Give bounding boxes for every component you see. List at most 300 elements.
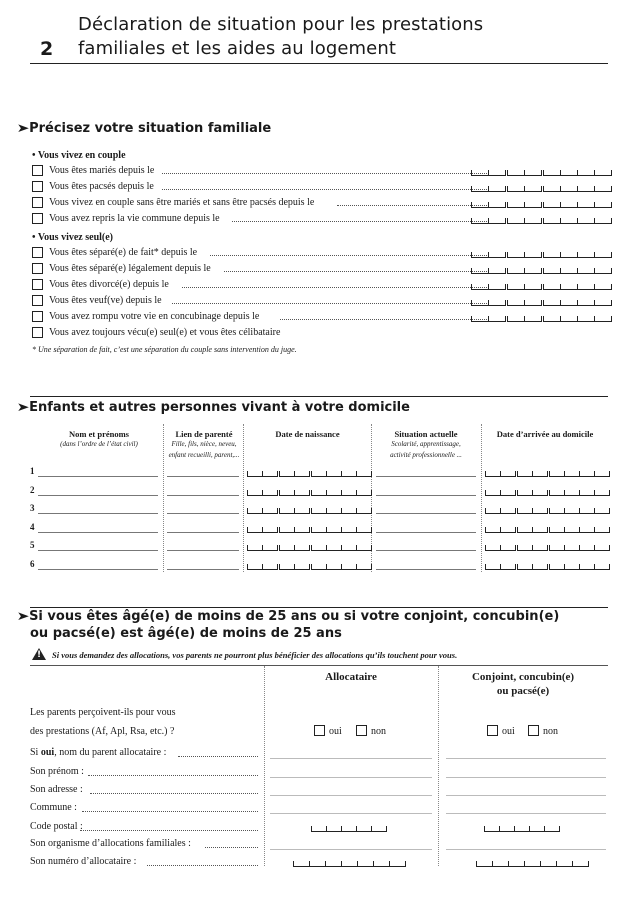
col-sub-lien-2: enfant recueilli, parent,...	[168, 451, 240, 459]
allocataire-oui-option[interactable]: oui	[314, 725, 342, 737]
child-birthdate-field[interactable]	[311, 508, 327, 514]
numero-allocataire-field[interactable]	[341, 861, 358, 867]
date-field[interactable]	[471, 170, 489, 176]
child-birthdate-field[interactable]	[294, 508, 310, 514]
child-birthdate-field[interactable]	[279, 527, 295, 533]
age-table-top-rule	[30, 665, 608, 666]
date-field[interactable]	[507, 218, 525, 224]
child-arrival-date-field[interactable]	[594, 471, 610, 477]
child-row-number: 2	[30, 484, 35, 495]
date-field[interactable]	[471, 300, 489, 306]
date-field[interactable]	[594, 268, 612, 274]
child-arrival-date-field[interactable]	[549, 564, 565, 570]
child-birthdate-field[interactable]	[279, 471, 295, 477]
child-arrival-date-field[interactable]	[532, 490, 548, 496]
child-arrival-date-field[interactable]	[564, 508, 580, 514]
question-parents-line1: Les parents perçoivent-ils pour vous	[30, 707, 176, 718]
date-field[interactable]	[594, 218, 612, 224]
code-postal-field[interactable]	[514, 826, 530, 832]
date-field[interactable]	[560, 170, 578, 176]
child-arrival-date-field[interactable]	[517, 508, 533, 514]
allocataire-answer-line[interactable]	[270, 849, 432, 850]
page-title-line2: familiales et les aides au logement	[78, 38, 397, 59]
child-birthdate-field[interactable]	[311, 527, 327, 533]
date-field[interactable]	[594, 252, 612, 258]
child-arrival-date-field[interactable]	[579, 527, 595, 533]
col-head-naissance: Date de naissance	[275, 429, 340, 439]
child-arrival-date-field[interactable]	[594, 527, 610, 533]
date-field[interactable]	[507, 202, 525, 208]
conjoint-answer-line[interactable]	[446, 849, 606, 850]
code-postal-field[interactable]	[341, 826, 357, 832]
allocataire-answer-line[interactable]	[270, 813, 432, 814]
child-birthdate-field[interactable]	[356, 564, 372, 570]
child-birthdate-field[interactable]	[326, 490, 342, 496]
child-arrival-date-field[interactable]	[500, 471, 516, 477]
date-field[interactable]	[560, 218, 578, 224]
child-birthdate-field[interactable]	[279, 545, 295, 551]
code-postal-field[interactable]	[356, 826, 372, 832]
age-section-rule	[30, 607, 608, 608]
numero-allocataire-field[interactable]	[325, 861, 342, 867]
col-head-conjoint-1: Conjoint, concubin(e)	[471, 671, 575, 683]
checkbox-vie-commune[interactable]	[32, 213, 43, 224]
checkbox-separe-fait[interactable]	[32, 247, 43, 258]
situation-row-maries[interactable]: Vous êtes mariés depuis le	[32, 164, 610, 178]
child-arrival-date-field[interactable]	[532, 508, 548, 514]
label-prenom: Son prénom :	[30, 766, 84, 777]
child-birthdate-field[interactable]	[262, 471, 278, 477]
child-name-input[interactable]	[38, 569, 158, 570]
situation-row-veuf[interactable]: Vous êtes veuf(ve) depuis le	[32, 294, 610, 308]
numero-allocataire-field[interactable]	[373, 861, 390, 867]
code-postal-field[interactable]	[326, 826, 342, 832]
situation-row-rompu[interactable]: Vous avez rompu votre vie en concubinage depuis le	[32, 310, 610, 324]
date-field[interactable]	[560, 186, 578, 192]
checkbox-concubinage[interactable]	[32, 197, 43, 208]
date-field[interactable]	[488, 316, 506, 322]
child-situation-input[interactable]	[376, 532, 476, 533]
child-situation-input[interactable]	[376, 513, 476, 514]
date-field[interactable]	[543, 218, 561, 224]
child-arrival-date-field[interactable]	[532, 564, 548, 570]
child-birthdate-field[interactable]	[247, 564, 263, 570]
numero-allocataire-field[interactable]	[556, 861, 573, 867]
header-rule	[30, 63, 608, 64]
child-arrival-date-field[interactable]	[549, 545, 565, 551]
date-field[interactable]	[577, 170, 595, 176]
child-arrival-date-field[interactable]	[532, 545, 548, 551]
date-field[interactable]	[524, 170, 542, 176]
date-field[interactable]	[471, 186, 489, 192]
allocataire-answer-line[interactable]	[270, 795, 432, 796]
arrow-right-icon: ➤	[16, 400, 30, 414]
child-name-input[interactable]	[38, 476, 158, 477]
child-lien-input[interactable]	[167, 569, 239, 570]
child-birthdate-field[interactable]	[294, 471, 310, 477]
child-arrival-date-field[interactable]	[485, 508, 501, 514]
label-leader	[90, 793, 258, 794]
col-head-arrivee: Date d’arrivée au domicile	[496, 429, 594, 439]
date-field[interactable]	[471, 268, 489, 274]
date-field[interactable]	[507, 284, 525, 290]
child-birthdate-field[interactable]	[262, 545, 278, 551]
label-leader	[147, 865, 258, 866]
child-birthdate-field[interactable]	[341, 545, 357, 551]
page-number: 2	[40, 38, 54, 60]
child-birthdate-field[interactable]	[356, 545, 372, 551]
date-field[interactable]	[577, 202, 595, 208]
child-name-input[interactable]	[38, 532, 158, 533]
child-situation-input[interactable]	[376, 569, 476, 570]
situation-row-celibataire[interactable]: Vous avez toujours vécu(e) seul(e) et vous êtes célibataire	[32, 326, 610, 340]
child-arrival-date-field[interactable]	[564, 490, 580, 496]
date-field[interactable]	[594, 284, 612, 290]
child-arrival-date-field[interactable]	[549, 508, 565, 514]
date-field[interactable]	[524, 218, 542, 224]
date-field[interactable]	[507, 316, 525, 322]
code-postal-field[interactable]	[499, 826, 515, 832]
date-field[interactable]	[524, 268, 542, 274]
child-arrival-date-field[interactable]	[485, 471, 501, 477]
single-group-label: • Vous vivez seul(e)	[32, 232, 114, 243]
child-birthdate-field[interactable]	[341, 564, 357, 570]
date-field[interactable]	[507, 300, 525, 306]
date-field[interactable]	[507, 268, 525, 274]
child-arrival-date-field[interactable]	[594, 508, 610, 514]
allocataire-answer-line[interactable]	[270, 758, 432, 759]
numero-allocataire-field[interactable]	[309, 861, 326, 867]
child-arrival-date-field[interactable]	[485, 527, 501, 533]
child-arrival-date-field[interactable]	[532, 471, 548, 477]
col-head-conjoint-2: ou pacsé(e)	[496, 685, 550, 697]
child-birthdate-field[interactable]	[294, 564, 310, 570]
child-lien-input[interactable]	[167, 513, 239, 514]
child-birthdate-field[interactable]	[247, 471, 263, 477]
date-field[interactable]	[577, 252, 595, 258]
couple-group-label: • Vous vivez en couple	[32, 150, 126, 161]
code-postal-field[interactable]	[484, 826, 500, 832]
date-field[interactable]	[488, 186, 506, 192]
child-name-input[interactable]	[38, 495, 158, 496]
child-arrival-date-field[interactable]	[500, 545, 516, 551]
col-head-lien: Lien de parenté	[175, 429, 233, 439]
child-birthdate-field[interactable]	[294, 527, 310, 533]
situation-row-concubinage[interactable]: Vous vivez en couple sans être mariés et sans être pacsés depuis le	[32, 196, 610, 210]
date-field[interactable]	[577, 284, 595, 290]
date-field[interactable]	[560, 252, 578, 258]
child-birthdate-field[interactable]	[294, 490, 310, 496]
children-section-rule	[30, 396, 608, 397]
child-arrival-date-field[interactable]	[500, 527, 516, 533]
date-field[interactable]	[471, 218, 489, 224]
date-field[interactable]	[560, 284, 578, 290]
checkbox-conjoint-non[interactable]	[528, 725, 539, 736]
child-arrival-date-field[interactable]	[500, 508, 516, 514]
date-field[interactable]	[543, 268, 561, 274]
numero-allocataire-field[interactable]	[572, 861, 589, 867]
checkbox-celibataire[interactable]	[32, 327, 43, 338]
checkbox-maries[interactable]	[32, 165, 43, 176]
child-lien-input[interactable]	[167, 476, 239, 477]
child-situation-input[interactable]	[376, 495, 476, 496]
situation-row-separe-fait[interactable]: Vous êtes séparé(e) de fait* depuis le	[32, 246, 610, 260]
child-birthdate-field[interactable]	[262, 564, 278, 570]
child-lien-input[interactable]	[167, 495, 239, 496]
child-situation-input[interactable]	[376, 476, 476, 477]
date-field[interactable]	[488, 300, 506, 306]
label-organisme: Son organisme d’allocations familiales :	[30, 838, 191, 849]
date-field[interactable]	[543, 316, 561, 322]
date-field[interactable]	[577, 268, 595, 274]
child-arrival-date-field[interactable]	[485, 564, 501, 570]
child-birthdate-field[interactable]	[326, 527, 342, 533]
child-arrival-date-field[interactable]	[579, 490, 595, 496]
numero-allocataire-field[interactable]	[476, 861, 493, 867]
checkbox-pacses[interactable]	[32, 181, 43, 192]
code-postal-field[interactable]	[529, 826, 545, 832]
date-field[interactable]	[543, 284, 561, 290]
child-birthdate-field[interactable]	[247, 508, 263, 514]
child-arrival-date-field[interactable]	[549, 527, 565, 533]
question-parents-line2: des prestations (Af, Apl, Rsa, etc.) ?	[30, 726, 175, 737]
date-field[interactable]	[560, 268, 578, 274]
numero-allocataire-field[interactable]	[293, 861, 310, 867]
checkbox-veuf[interactable]	[32, 295, 43, 306]
date-field[interactable]	[471, 284, 489, 290]
child-birthdate-field[interactable]	[341, 527, 357, 533]
child-birthdate-field[interactable]	[311, 545, 327, 551]
numero-allocataire-field[interactable]	[389, 861, 406, 867]
child-birthdate-field[interactable]	[341, 508, 357, 514]
label-leader	[178, 756, 258, 757]
col-divider	[163, 424, 164, 572]
date-field[interactable]	[577, 218, 595, 224]
child-row-number: 3	[30, 503, 35, 513]
child-birthdate-field[interactable]	[311, 490, 327, 496]
child-arrival-date-field[interactable]	[500, 564, 516, 570]
child-arrival-date-field[interactable]	[485, 490, 501, 496]
checkbox-allocataire-oui[interactable]	[314, 725, 325, 736]
date-field[interactable]	[471, 202, 489, 208]
date-field[interactable]	[543, 300, 561, 306]
date-field[interactable]	[594, 186, 612, 192]
child-arrival-date-field[interactable]	[500, 490, 516, 496]
child-birthdate-field[interactable]	[279, 508, 295, 514]
situation-row-separe-legal[interactable]: Vous êtes séparé(e) légalement depuis le	[32, 262, 610, 276]
date-field[interactable]	[524, 284, 542, 290]
child-situation-input[interactable]	[376, 550, 476, 551]
children-section-title: ➤Enfants et autres personnes vivant à votre domicile	[16, 400, 410, 415]
child-arrival-date-field[interactable]	[549, 490, 565, 496]
child-arrival-date-field[interactable]	[579, 545, 595, 551]
child-arrival-date-field[interactable]	[517, 545, 533, 551]
col-sub-nom: (dans l’ordre de l’état civil)	[60, 440, 138, 448]
date-field[interactable]	[594, 300, 612, 306]
code-postal-field[interactable]	[311, 826, 327, 832]
conjoint-oui-option[interactable]: oui	[487, 725, 515, 737]
conjoint-answer-line[interactable]	[446, 758, 606, 759]
child-arrival-date-field[interactable]	[532, 527, 548, 533]
label-leader	[205, 847, 258, 848]
date-field[interactable]	[488, 268, 506, 274]
col-sub-situation-2: activité professionnelle ...	[390, 451, 462, 459]
child-arrival-date-field[interactable]	[594, 545, 610, 551]
col-divider	[243, 424, 244, 572]
date-field[interactable]	[577, 300, 595, 306]
child-birthdate-field[interactable]	[326, 508, 342, 514]
child-arrival-date-field[interactable]	[549, 471, 565, 477]
date-field[interactable]	[543, 202, 561, 208]
child-arrival-date-field[interactable]	[564, 527, 580, 533]
child-birthdate-field[interactable]	[279, 490, 295, 496]
child-birthdate-field[interactable]	[294, 545, 310, 551]
child-arrival-date-field[interactable]	[579, 471, 595, 477]
child-row-number: 6	[30, 558, 35, 569]
date-field[interactable]	[524, 300, 542, 306]
label-leader	[88, 775, 258, 776]
date-field[interactable]	[471, 252, 489, 258]
date-field[interactable]	[488, 284, 506, 290]
label-adresse: Son adresse :	[30, 784, 83, 795]
checkbox-rompu[interactable]	[32, 311, 43, 322]
col-sub-situation-1: Scolarité, apprentissage,	[391, 440, 461, 448]
col-head-allocataire: Allocataire	[325, 671, 377, 683]
checkbox-conjoint-oui[interactable]	[487, 725, 498, 736]
child-arrival-date-field[interactable]	[579, 508, 595, 514]
child-birthdate-field[interactable]	[311, 471, 327, 477]
date-field[interactable]	[543, 170, 561, 176]
footnote-separation: * Une séparation de fait, c’est une séparation du couple sans intervention du juge.	[32, 345, 297, 354]
page-title-line1: Déclaration de situation pour les prestations	[78, 14, 484, 35]
child-birthdate-field[interactable]	[356, 508, 372, 514]
child-birthdate-field[interactable]	[326, 545, 342, 551]
col-divider	[264, 666, 265, 866]
date-field[interactable]	[594, 316, 612, 322]
checkbox-separe-legal[interactable]	[32, 263, 43, 274]
date-field[interactable]	[524, 202, 542, 208]
numero-allocataire-field[interactable]	[524, 861, 541, 867]
child-birthdate-field[interactable]	[356, 527, 372, 533]
age-section-title-line1: ➤Si vous êtes âgé(e) de moins de 25 ans ou si votre conjoint, concubin(e)	[16, 609, 560, 624]
date-field[interactable]	[507, 186, 525, 192]
situation-row-vie-commune[interactable]: Vous avez repris la vie commune depuis le	[32, 212, 610, 226]
child-birthdate-field[interactable]	[341, 471, 357, 477]
situation-row-divorce[interactable]: Vous êtes divorcé(e) depuis le	[32, 278, 610, 292]
child-birthdate-field[interactable]	[356, 471, 372, 477]
child-arrival-date-field[interactable]	[579, 564, 595, 570]
date-field[interactable]	[560, 300, 578, 306]
child-row-number: 5	[30, 540, 35, 550]
arrow-right-icon: ➤	[16, 609, 30, 623]
date-field[interactable]	[488, 252, 506, 258]
date-field[interactable]	[524, 252, 542, 258]
child-arrival-date-field[interactable]	[517, 471, 533, 477]
label-parent-allocataire: Si oui, nom du parent allocataire :	[30, 747, 167, 758]
child-lien-input[interactable]	[167, 532, 239, 533]
child-arrival-date-field[interactable]	[517, 527, 533, 533]
child-arrival-date-field[interactable]	[594, 490, 610, 496]
child-arrival-date-field[interactable]	[594, 564, 610, 570]
date-field[interactable]	[524, 316, 542, 322]
date-field[interactable]	[560, 202, 578, 208]
child-birthdate-field[interactable]	[247, 490, 263, 496]
code-postal-field[interactable]	[371, 826, 387, 832]
warning-note: !Si vous demandez des allocations, vos parents ne pourront plus bénéficier des allocations qu’ils touchent pour vous.	[32, 648, 457, 660]
label-code-postal: Code postal :	[30, 821, 83, 832]
child-arrival-date-field[interactable]	[564, 545, 580, 551]
date-field[interactable]	[594, 202, 612, 208]
child-birthdate-field[interactable]	[311, 564, 327, 570]
child-arrival-date-field[interactable]	[564, 564, 580, 570]
date-field[interactable]	[488, 170, 506, 176]
label-commune: Commune :	[30, 802, 77, 813]
child-birthdate-field[interactable]	[262, 527, 278, 533]
allocataire-non-option[interactable]: non	[356, 725, 386, 737]
child-birthdate-field[interactable]	[262, 508, 278, 514]
situation-row-pacses[interactable]: Vous êtes pacsés depuis le	[32, 180, 610, 194]
date-field[interactable]	[577, 316, 595, 322]
date-field[interactable]	[471, 316, 489, 322]
child-birthdate-field[interactable]	[356, 490, 372, 496]
checkbox-allocataire-non[interactable]	[356, 725, 367, 736]
date-field[interactable]	[507, 252, 525, 258]
child-birthdate-field[interactable]	[279, 564, 295, 570]
date-field[interactable]	[594, 170, 612, 176]
date-field[interactable]	[488, 202, 506, 208]
situation-section-title: ➤Précisez votre situation familiale	[16, 121, 272, 136]
code-postal-field[interactable]	[544, 826, 560, 832]
col-sub-lien-1: Fille, fils, nièce, neveu,	[171, 440, 237, 448]
child-name-input[interactable]	[38, 513, 158, 514]
child-name-input[interactable]	[38, 550, 158, 551]
date-field[interactable]	[543, 186, 561, 192]
date-field[interactable]	[577, 186, 595, 192]
child-arrival-date-field[interactable]	[517, 490, 533, 496]
numero-allocataire-field[interactable]	[492, 861, 509, 867]
child-arrival-date-field[interactable]	[517, 564, 533, 570]
conjoint-answer-line[interactable]	[446, 795, 606, 796]
age-section-title-line2: ou pacsé(e) est âgé(e) de moins de 25 ans	[30, 626, 342, 641]
child-birthdate-field[interactable]	[247, 545, 263, 551]
numero-allocataire-field[interactable]	[508, 861, 525, 867]
date-field[interactable]	[524, 186, 542, 192]
checkbox-divorce[interactable]	[32, 279, 43, 290]
label-leader	[82, 811, 258, 812]
allocataire-answer-line[interactable]	[270, 777, 432, 778]
child-arrival-date-field[interactable]	[564, 471, 580, 477]
conjoint-answer-line[interactable]	[446, 777, 606, 778]
date-field[interactable]	[543, 252, 561, 258]
numero-allocataire-field[interactable]	[540, 861, 557, 867]
child-birthdate-field[interactable]	[326, 564, 342, 570]
child-birthdate-field[interactable]	[341, 490, 357, 496]
numero-allocataire-field[interactable]	[357, 861, 374, 867]
child-birthdate-field[interactable]	[262, 490, 278, 496]
conjoint-answer-line[interactable]	[446, 813, 606, 814]
child-birthdate-field[interactable]	[247, 527, 263, 533]
date-field[interactable]	[488, 218, 506, 224]
date-field[interactable]	[507, 170, 525, 176]
child-arrival-date-field[interactable]	[485, 545, 501, 551]
conjoint-non-option[interactable]: non	[528, 725, 558, 737]
child-birthdate-field[interactable]	[326, 471, 342, 477]
child-lien-input[interactable]	[167, 550, 239, 551]
child-row-number: 4	[30, 521, 35, 532]
label-leader	[80, 830, 258, 831]
col-head-nom: Nom et prénoms	[69, 429, 129, 439]
date-field[interactable]	[560, 316, 578, 322]
